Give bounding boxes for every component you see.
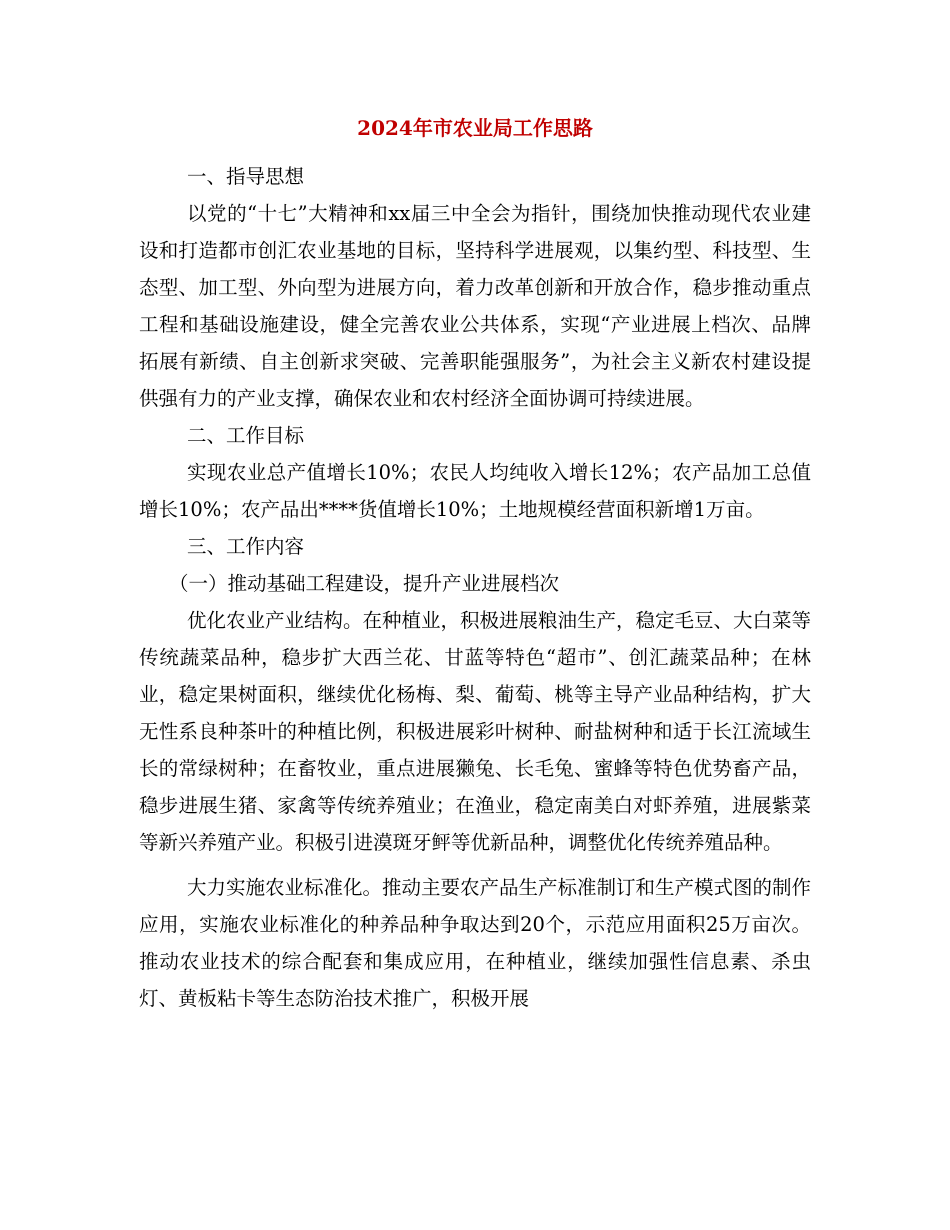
paragraph-industry-structure: 优化农业产业结构。在种植业，积极进展粮油生产，稳定毛豆、大白菜等传统蔬菜品种，稳步扩大西兰花、甘蓝等特色“超市”、创汇蔬菜品种；在林业，稳定果树面积，继续优化杨梅、梨、葡萄、桃等主导产业品种结构，扩大无性系良种茶叶的种植比例，积极进展彩叶树种、耐盐树种和适于长江流域生长的常绿树种；在畜牧业，重点进展獭兔、长毛兔、蜜蜂等特色优势畜产品，稳步进展生猪、家禽等传统养殖业；在渔业，稳定南美白对虾养殖，进展紫菜等新兴养殖产业。积极引进漠斑牙鲆等优新品种，调整优化传统养殖品种。 [139, 609, 812, 854]
subsection-heading-infrastructure: （一）推动基础工程建设，提升产业进展档次 [169, 572, 560, 595]
section-heading-guiding-ideology: 一、指导思想 [187, 165, 305, 188]
paragraph-work-goals: 实现农业总产值增长10%；农民人均纯收入增长12%；农产品加工总值增长10%；农产品出****货值增长10%；土地规模经营面积新增1万亩。 [139, 461, 811, 521]
paragraph-guiding-ideology: 以党的“十七”大精神和xx届三中全会为指针，围绕加快推动现代农业建设和打造都市创汇农业基地的目标，坚持科学进展观，以集约型、科技型、生态型、加工型、外向型为进展方向，着力改革创新和开放合作，稳步推动重点工程和基础设施建设，健全完善农业公共体系，实现“产业进展上档次、品牌拓展有新绩、自主创新求突破、完善职能强服务”，为社会主义新农村建设提供强有力的产业支撑，确保农业和农村经济全面协调可持续进展。 [139, 202, 811, 410]
document-title: 2024年市农业局工作思路 [357, 116, 593, 140]
paragraph-standardization: 大力实施农业标准化。推动主要农产品生产标准制订和生产模式图的制作应用，实施农业标准化的种养品种争取达到20个，示范应用面积25万亩次。推动农业技术的综合配套和集成应用，在种植业，继续加强性信息素、杀虫灯、黄板粘卡等生态防治技术推广，积极开展 [139, 876, 812, 1010]
section-heading-work-goals: 二、工作目标 [187, 424, 305, 447]
document-body [139, 110, 811, 1017]
section-heading-work-content: 三、工作内容 [187, 535, 305, 558]
